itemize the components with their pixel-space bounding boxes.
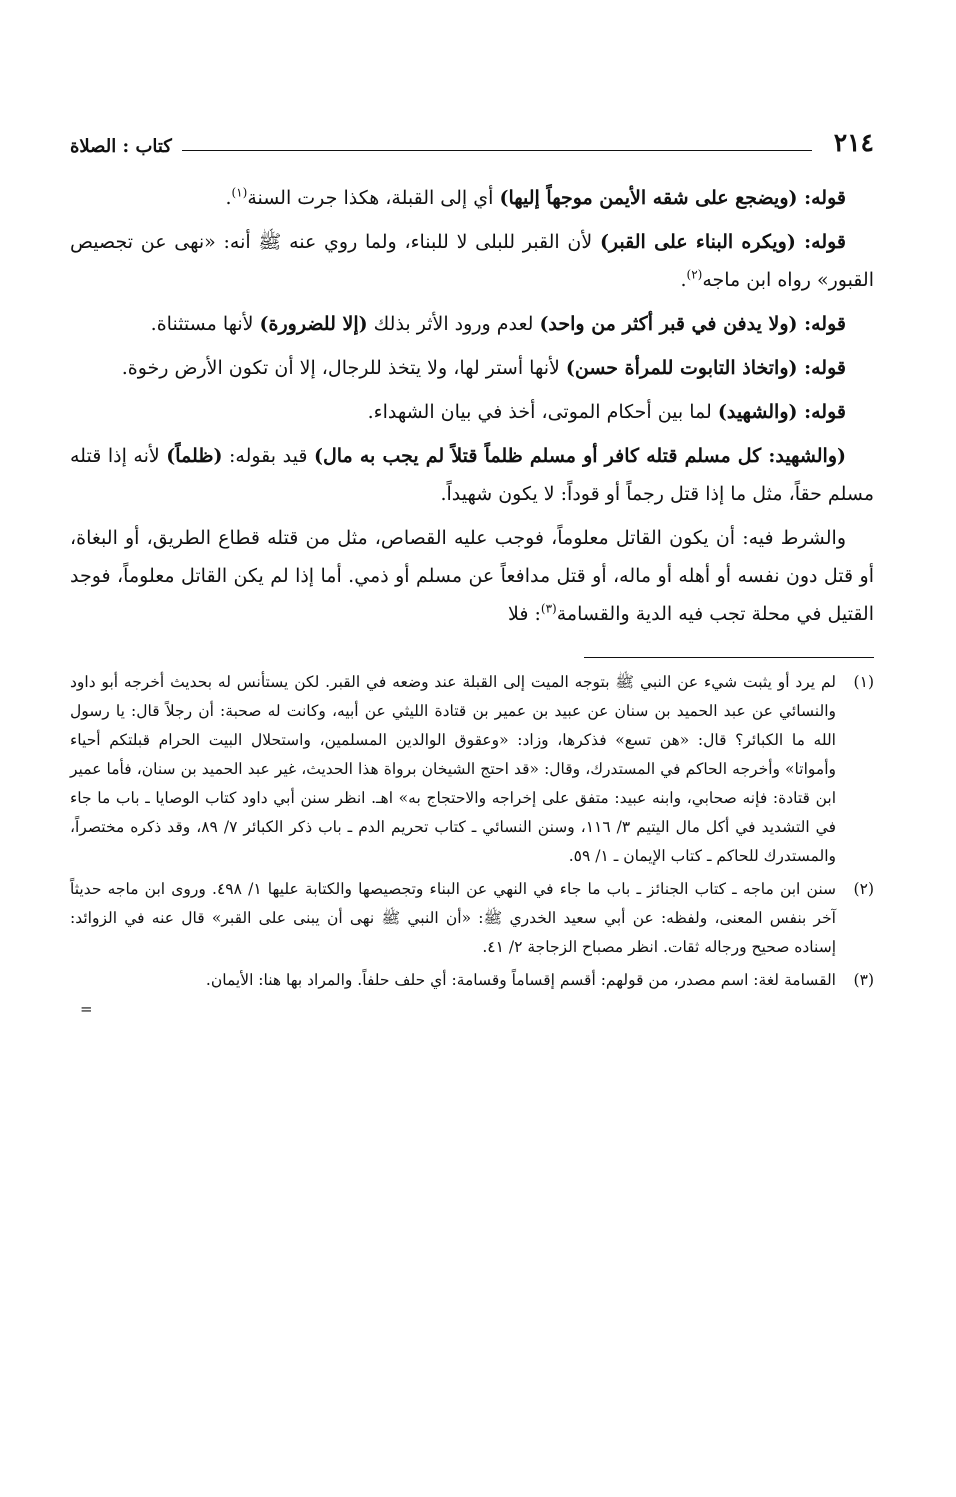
paragraph-lemma-2: (ظلماً)	[166, 445, 223, 467]
paragraph-text: والشرط فيه: أن يكون القاتل معلوماً، فوجب عليه القصاص، مثل من قتله قطاع الطريق، أو البغاة، أو قتل دون نفسه أو أهله أو ماله، أو قتل مدافعاً عن مسلم أو ذمي. أما إذا لم يكن القاتل معلوماً، فوجد القتيل في محلة تجب فيه الدية والقسامة	[70, 527, 874, 625]
footnote	[70, 966, 874, 995]
paragraph	[70, 179, 874, 217]
paragraph-lemma: قوله: (ولا يدفن في قبر أكثر من واحد)	[539, 313, 846, 335]
paragraph-lemma: قوله: (ويضجع على شقه الأيمن موجهاً إليها)	[499, 187, 846, 209]
page-header	[70, 125, 874, 157]
paragraph-lemma: (والشهيد: كل مسلم قتله كافر أو مسلم ظلماً قتلاً لم يجب به مال)	[313, 445, 847, 467]
paragraph-lemma: قوله: (واتخاذ التابوت للمرأة حسن)	[565, 357, 846, 379]
book-page	[70, 125, 874, 1024]
paragraph-text: لأن القبر للبلى لا للبناء، ولما روي عنه ﷺ أنه: «نهى عن تجصيص القبور» رواه ابن ماجه	[70, 231, 874, 291]
footnotes	[70, 668, 874, 1024]
page-number: ٢١٤	[833, 128, 874, 157]
footnote-ref: (١)	[231, 185, 248, 200]
paragraph-tail: .	[680, 269, 687, 291]
paragraph-tail: لأنه إذا قتله مسلم حقاً، مثل ما إذا قتل رجماً أو قوداً: لا يكون شهيداً.	[70, 445, 874, 505]
paragraph-tail: .	[225, 187, 232, 209]
paragraph	[70, 223, 874, 299]
footnote-text: سنن ابن ماجه ـ كتاب الجنائز ـ باب ما جاء في النهي عن البناء وتجصيصها والكتابة عليها ١/ ٤٩٨. وروى ابن ماجه حديثاً آخر بنفس المعنى، ولفظه: عن أبي سعيد الخدري ﷺ: «أن النبي ﷺ نهى أن يبنى على القبر» قال عنه في الزوائد: إسناده صحيح ورجاله ثقات. انظر مصباح الزجاجة ٢/ ٤١.	[70, 880, 836, 956]
main-text	[70, 179, 874, 633]
footnote-separator	[584, 657, 874, 658]
paragraph-text: لعدم ورود الأثر بذلك	[367, 313, 540, 335]
paragraph-text: قيد بقوله:	[222, 445, 314, 467]
paragraph-tail: : فلا	[508, 603, 541, 625]
footnote-ref: (٢)	[686, 267, 703, 282]
paragraph	[70, 349, 874, 387]
footnote	[70, 668, 874, 871]
continuation-mark: =	[80, 1000, 93, 1018]
paragraph-lemma: قوله: (والشهيد)	[717, 401, 846, 423]
paragraph-text: لأنها أستر لها، ولا يتخذ للرجال، إلا أن تكون الأرض رخوة.	[121, 357, 566, 379]
footnote-number: (١)	[853, 673, 874, 691]
paragraph	[70, 437, 874, 513]
paragraph-text: لما بين أحكام الموتى، أخذ في بيان الشهداء.	[367, 401, 718, 423]
paragraph	[70, 519, 874, 633]
footnote-ref: (٣)	[540, 601, 557, 616]
paragraph-lemma-2: (إلا للضرورة)	[259, 313, 368, 335]
header-rule	[182, 150, 812, 151]
paragraph	[70, 305, 874, 343]
footnote	[70, 875, 874, 962]
paragraph-lemma: قوله: (ويكره البناء على القبر)	[599, 231, 847, 253]
footnote-text: لم يرد أو يثبت شيء عن النبي ﷺ بتوجه الميت إلى القبلة عند وضعه في القبر. لكن يستأنس له بحديث أخرجه أبو داود والنسائي عن عبد الحميد بن سنان عن عبيد بن عمير بن قتادة الليثي عن أبيه، وكانت له صحبة: أن رجلاً قال: يا رسول الله ما الكبائر؟ قال: «هن تسع» فذكرها، وزاد: «وعقوق الوالدين المسلمين، واستحلال البيت الحرام قبلتكم أحياء وأمواتا» وأخرجه الحاكم في المستدرك، وقال: «قد احتج الشيخان برواة هذا الحديث، غير عبد الحميد بن سنان، فأما عمير ابن قتادة: فإنه صحابي، وابنه عبيد: متفق على إخراجه والاحتجاج به» اهـ. انظر سنن أبي داود كتاب الوصايا ـ باب ما جاء في التشديد في أكل مال اليتيم ٣/ ١١٦، وسنن النسائي ـ كتاب تحريم الدم ـ باب ذكر الكبائر ٧/ ٨٩، وقد ذكره مختصراً، والمستدرك للحاكم ـ كتاب الإيمان ـ ١/ ٥٩.	[70, 673, 837, 865]
book-title: كتاب : الصلاة	[70, 136, 172, 157]
paragraph-tail: لأنها مستثناة.	[150, 313, 260, 335]
footnote-text: القسامة لغة: اسم مصدر، من قولهم: أقسم إقساماً وقسامة: أي حلف حلفاً. والمراد بها هنا: الأيمان.	[205, 971, 836, 989]
paragraph	[70, 393, 874, 431]
footnote-number: (٣)	[853, 971, 874, 989]
paragraph-text: أي إلى القبلة، هكذا جرت السنة	[247, 187, 500, 209]
footnote-number: (٢)	[853, 880, 874, 898]
